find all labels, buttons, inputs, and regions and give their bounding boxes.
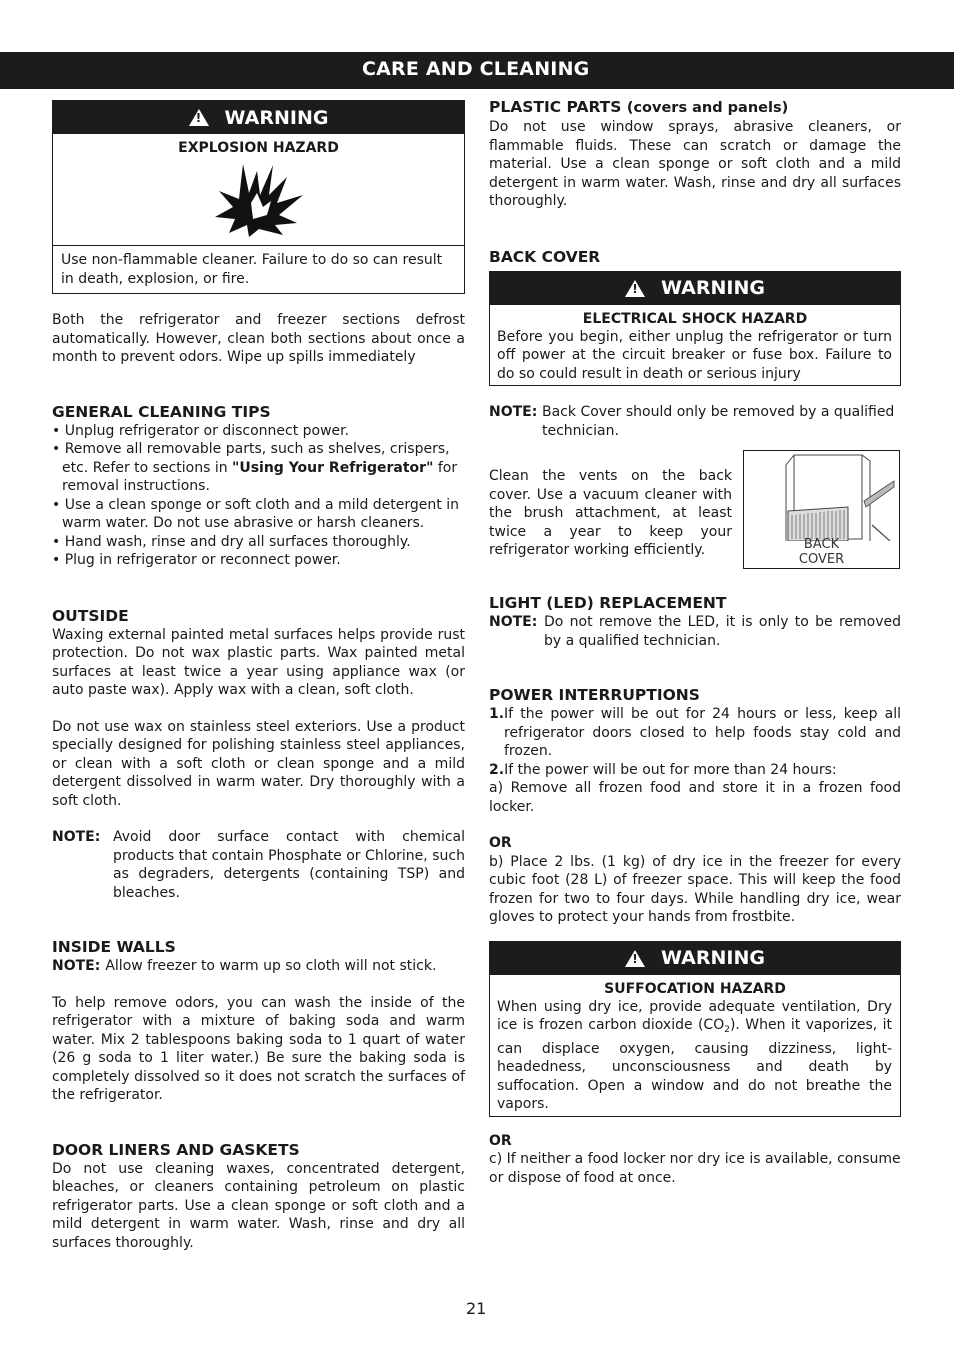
list-item: • Remove all removable parts, such as shelves, crispers, etc. Refer to sections in "Using Your Refrigerator" for removal instructions. [52, 441, 458, 494]
or-label: OR [489, 1132, 512, 1149]
step-text: If the power will be out for more than 24 hours: [504, 761, 837, 778]
warning-header [53, 101, 464, 134]
list-item: • Unplug refrigerator or disconnect power. [52, 422, 350, 439]
intro-text: Both the refrigerator and freezer sections defrost automatically. However, clean both sections about once a month to prevent odors. Wipe up spills immediately [52, 312, 465, 365]
note-label: NOTE: [489, 614, 538, 630]
warning-triangle-icon: ! [625, 950, 645, 967]
warning-header [490, 942, 900, 975]
warning-label: WARNING [224, 106, 329, 129]
inside-note [52, 957, 465, 976]
note-text: Do not remove the LED, it is only to be removed by a qualified technician. [544, 614, 901, 649]
power-interruptions-heading: POWER INTERRUPTIONS [489, 686, 700, 704]
left-column [52, 100, 465, 1252]
explosion-icon [213, 163, 305, 239]
refrigerator-back-icon [744, 451, 899, 541]
list-item: • Use a clean sponge or soft cloth and a mild detergent in warm water. Do not use abrasive or harsh cleaners. [52, 496, 459, 531]
warning-header [490, 272, 900, 305]
step-text: If the power will be out for 24 hours or less, keep all refrigerator doors closed to help foods stay cold and frozen. [504, 706, 901, 759]
power-step-1 [489, 705, 901, 761]
or-label: OR [489, 835, 512, 851]
power-option-a: a) Remove all frozen food and store it in a frozen food locker. [489, 780, 901, 815]
plastic-parts-heading: PLASTIC PARTS (covers and panels) [489, 98, 789, 116]
note-label: NOTE: [52, 829, 101, 845]
back-cover-heading: BACK COVER [489, 247, 601, 266]
general-cleaning-heading: GENERAL CLEANING TIPS [52, 402, 271, 421]
plastic-parts-paragraph: Do not use window sprays, abrasive cleaners, or flammable fluids. These can scratch or damage the material. Use a clean sponge or soft cloth and a mild detergent in warm water. Wash, rinse and dry all surfaces thoroughly. [489, 119, 901, 209]
back-cover-caption: BACK COVER [798, 537, 845, 567]
explosion-warning-box [52, 100, 465, 294]
outside-paragraph-1: Waxing external painted metal surfaces helps provide rust protection. Do not wax plastic parts. Wax painted metal surfaces at least twice a year using appliance wax (or auto paste wax). Apply wax with a clean, soft cloth. [52, 626, 465, 698]
door-liners-heading: DOOR LINERS AND GASKETS [52, 1140, 300, 1159]
electrical-warning-box [489, 271, 901, 387]
back-cover-row [489, 450, 901, 569]
note-text: Avoid door surface contact with chemical products that contain Phosphate or Chlorine, such as degraders, detergents (containing TSP) and bleaches. [113, 829, 465, 901]
list-item: • Plug in refrigerator or reconnect power. [52, 552, 341, 568]
header-bar [0, 52, 954, 89]
power-option-c: c) If neither a food locker nor dry ice is available, consume or dispose of food at once. [489, 1151, 901, 1186]
page-number: 21 [466, 1299, 487, 1318]
warning-triangle-icon: ! [625, 280, 645, 297]
warning-triangle-icon: ! [189, 109, 209, 126]
hazard-title: EXPLOSION HAZARD [178, 140, 339, 156]
explosion-icon-wrap [53, 157, 464, 245]
power-step-2 [489, 761, 901, 780]
inside-paragraph: To help remove odors, you can wash the inside of the refrigerator with a mixture of baking soda and warm water. Mix 2 tablespoons baking soda to 1 quart of water (26 g soda to 1 liter water.) Be sure the baking soda is completely dissolved so it does not scratch the surfaces of the refrigerator. [52, 994, 465, 1103]
list-item: • Hand wash, rinse and dry all surfaces thoroughly. [52, 533, 411, 550]
note-text: Back Cover should only be removed by a qualified technician. [542, 404, 895, 439]
general-cleaning-list [52, 422, 465, 570]
step-label: 1. [489, 706, 505, 722]
back-cover-note [489, 403, 901, 440]
light-note [489, 613, 901, 650]
outside-heading: OUTSIDE [52, 606, 129, 625]
warning-text: Use non-flammable cleaner. Failure to do so can result in death, explosion, or fire. [61, 252, 443, 287]
step-label: 2. [489, 761, 505, 778]
hazard-title: ELECTRICAL SHOCK HAZARD [582, 310, 808, 327]
warning-text: When using dry ice, provide adequate ventilation, Dry ice is frozen carbon dioxide $(CO_2)$. When it vaporizes, it can displace oxygen, causing dizziness, light-headedness, unconsciousness and death by suffocation. Open a window and do not breathe the vapors. [497, 998, 892, 1112]
suffocation-warning-box [489, 941, 901, 1117]
power-option-b: b) Place 2 lbs. (1 kg) of dry ice in the freezer for every cubic foot (28 L) of freezer space. This will keep the food frozen for two to four days. While handling dry ice, wear gloves to protect your hands from frostbite. [489, 853, 901, 925]
door-liners-paragraph: Do not use cleaning waxes, concentrated detergent, bleaches, or cleaners containing petroleum on plastic refrigerator parts. Use a clean sponge or soft cloth and a mild detergent in warm water. Wash, rinse and dry all surfaces thoroughly. [52, 1160, 465, 1251]
right-column [489, 97, 901, 1187]
warning-text-box [53, 245, 464, 293]
outside-paragraph-2: Do not use wax on stainless steel exteriors. Use a product specially designed for polishing stainless steel appliances, or clean with a soft cloth or clean sponge and a mild detergent dissolved in warm water. Dry thoroughly with a soft cloth. [52, 718, 465, 809]
note-text: Allow freezer to warm up so cloth will not stick. [105, 958, 437, 974]
light-replacement-heading: LIGHT (LED) REPLACEMENT [489, 594, 727, 612]
note-label: NOTE: [489, 404, 538, 420]
back-cover-paragraph: Clean the vents on the back cover. Use a vacuum cleaner with the brush attachment, at least twice a year to keep your refrigerator working efficiently. [489, 468, 732, 558]
warning-label: WARNING [661, 277, 765, 299]
page-title: CARE AND CLEANING [362, 58, 590, 80]
warning-label: WARNING [661, 947, 765, 969]
inside-walls-heading: INSIDE WALLS [52, 938, 176, 956]
back-cover-figure [743, 450, 900, 569]
warning-text: Before you begin, either unplug the refrigerator or turn off power at the circuit breaker or fuse box. Failure to do so could result in death or serious injury [497, 328, 892, 382]
outside-note [52, 828, 465, 902]
note-label: NOTE: [52, 958, 101, 974]
hazard-title: SUFFOCATION HAZARD [604, 980, 786, 997]
